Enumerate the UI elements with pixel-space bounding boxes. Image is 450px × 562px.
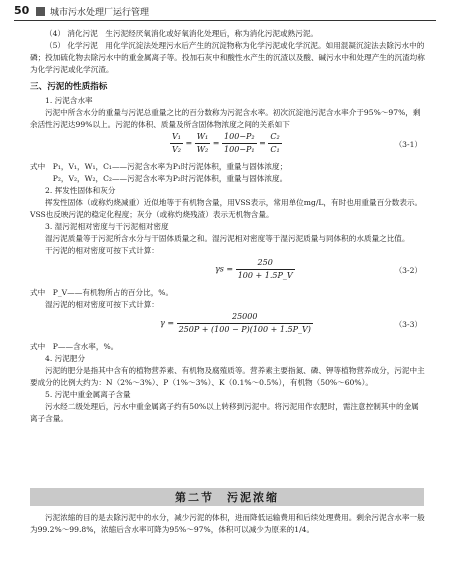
- f3-lhs: γ =: [160, 318, 175, 328]
- f2-top: W₁: [195, 131, 210, 144]
- running-header: [14, 4, 436, 21]
- f4-top: C₂: [268, 131, 281, 144]
- item1-text: 污泥中所含水分的重量与污泥总重量之比的百分数称为污泥含水率。初次沉淀池污泥含水率介于95%～97%，剩余活性污泥达99%以上。污泥的体积、质量及所含固体物浓度之间的关系如下: [30, 108, 421, 129]
- paragraph-digested-sludge: （4） 消化污泥 生污泥经厌氧消化或好氧消化处理后，称为消化污泥或熟污泥。: [45, 29, 319, 38]
- chapter-intro: [30, 512, 426, 536]
- formula-3-3: [30, 311, 426, 341]
- formula-number: （3-2）: [394, 266, 422, 275]
- f1-top: V₁: [170, 131, 183, 144]
- item5-text: 污水经二级处理后，污水中重金属离子约有50%以上转移到污泥中。将污泥用作农肥时，需注意控制其中的金属离子含量。: [30, 402, 419, 423]
- f1-bot: V₂: [172, 145, 181, 154]
- f2-lhs: γs =: [215, 264, 234, 274]
- item4-text: 污泥的肥分是指其中含有的植物营养素、有机物及腐殖质等。营养素主要指氮、磷、钾等植物营养成分，污泥中主要成分的比例大约为：N（2%～3%）、P（1%～3%）、K（0.1%～0.5%），有机物（50%～60%）。: [30, 366, 425, 387]
- chapter-title: 第二节 污泥浓缩: [175, 491, 279, 504]
- f3-bot: 100−P₁: [224, 145, 255, 154]
- formula-3-1: $\frac{\text{V₁}}{\text{V₂}}$ = $\frac{\text{W₁}}{\text{W₂}}$ = $\frac{\text{100−P₂}}{\text{100−P₁}}$ = $\frac{\text{C₂}}{\text{C₁}}$ （3-1）: [172, 132, 422, 154]
- item3-text-2: 干污泥的相对密度可按下式计算：: [45, 246, 159, 255]
- f2-top-val: 250: [236, 257, 295, 270]
- item3-title: 3. 湿污泥相对密度与干污泥相对密度: [45, 222, 169, 231]
- section-heading: 三、污泥的性质指标: [30, 82, 108, 92]
- item5-title: 5. 污泥中重金属离子含量: [45, 390, 131, 399]
- formula2-where: 式中 P_V——有机物所占的百分比，%。: [30, 288, 174, 297]
- formula-number: （3-3）: [394, 320, 422, 329]
- chapter-intro-text: 污泥浓缩的目的是去除污泥中的水分，减少污泥的体积，进而降低运输费用和后续处理费用。剩余污泥含水率一般为99.2%～99.8%，浓缩后含水率可降为95%～97%，体积可以减少为原来的1/4。: [30, 513, 425, 534]
- f4-bot: C₁: [270, 145, 280, 154]
- f2-bot: W₂: [196, 145, 209, 154]
- f2-bot-val: 100 + 1.5P_V: [237, 271, 293, 280]
- header-cube-icon: [36, 7, 45, 16]
- f3-top-val: 25000: [177, 311, 313, 324]
- item1-title: 1. 污泥含水率: [45, 96, 93, 105]
- f3-bot-val: 250P + (100 − P)(100 + 1.5P_V): [178, 325, 311, 334]
- main-text: [30, 28, 426, 425]
- page-number: 50: [14, 4, 30, 17]
- running-title: 城市污水处理厂运行管理: [50, 8, 150, 18]
- formula1-where-2: P₂，V₂，W₂，C₂——污泥含水率为P₂时污泥体积，重量与固体浓度。: [30, 174, 288, 183]
- formula-number: （3-1）: [394, 140, 422, 149]
- formula3-where: 式中 P——含水率，%。: [30, 342, 119, 351]
- formula-3-2: [30, 257, 426, 287]
- item3-text: 湿污泥质量等于污泥所含水分与干固体质量之和。湿污泥相对密度等于湿污泥质量与同体积的水质量之比值。: [45, 234, 410, 243]
- paragraph-chemical-sludge: （5） 化学污泥 用化学沉淀法处理污水后产生的沉淀物称为化学污泥或化学沉泥。如用混凝沉淀法去除污水中的磷；投加硫化物去除污水中的重金属离子等。投加石灰中和酸性水产生的沉渣以及酸、碱污水中和处理产生的沉渣均称为化学污泥或化学沉渣。: [30, 41, 425, 74]
- item4-title: 4. 污泥肥分: [45, 354, 86, 363]
- item2-title: 2. 挥发性固体和灰分: [45, 186, 116, 195]
- item2-text: 挥发性固体（或称灼烧减重）近似地等于有机物含量，用VSS表示，常用单位mg/L，有时也用重量百分数表示。VSS也反映污泥的稳定化程度；灰分（或称灼烧残渣）表示无机物含量。: [30, 198, 423, 219]
- chapter-heading-bar: [30, 488, 424, 506]
- formula1-where-1: 式中 P₁，V₁，W₁，C₁——污泥含水率为P₁时污泥体积，重量与固体浓度；: [30, 162, 288, 171]
- f3-top: 100−P₂: [222, 131, 257, 144]
- item3-text-3: 湿污泥的相对密度可按下式计算：: [45, 300, 159, 309]
